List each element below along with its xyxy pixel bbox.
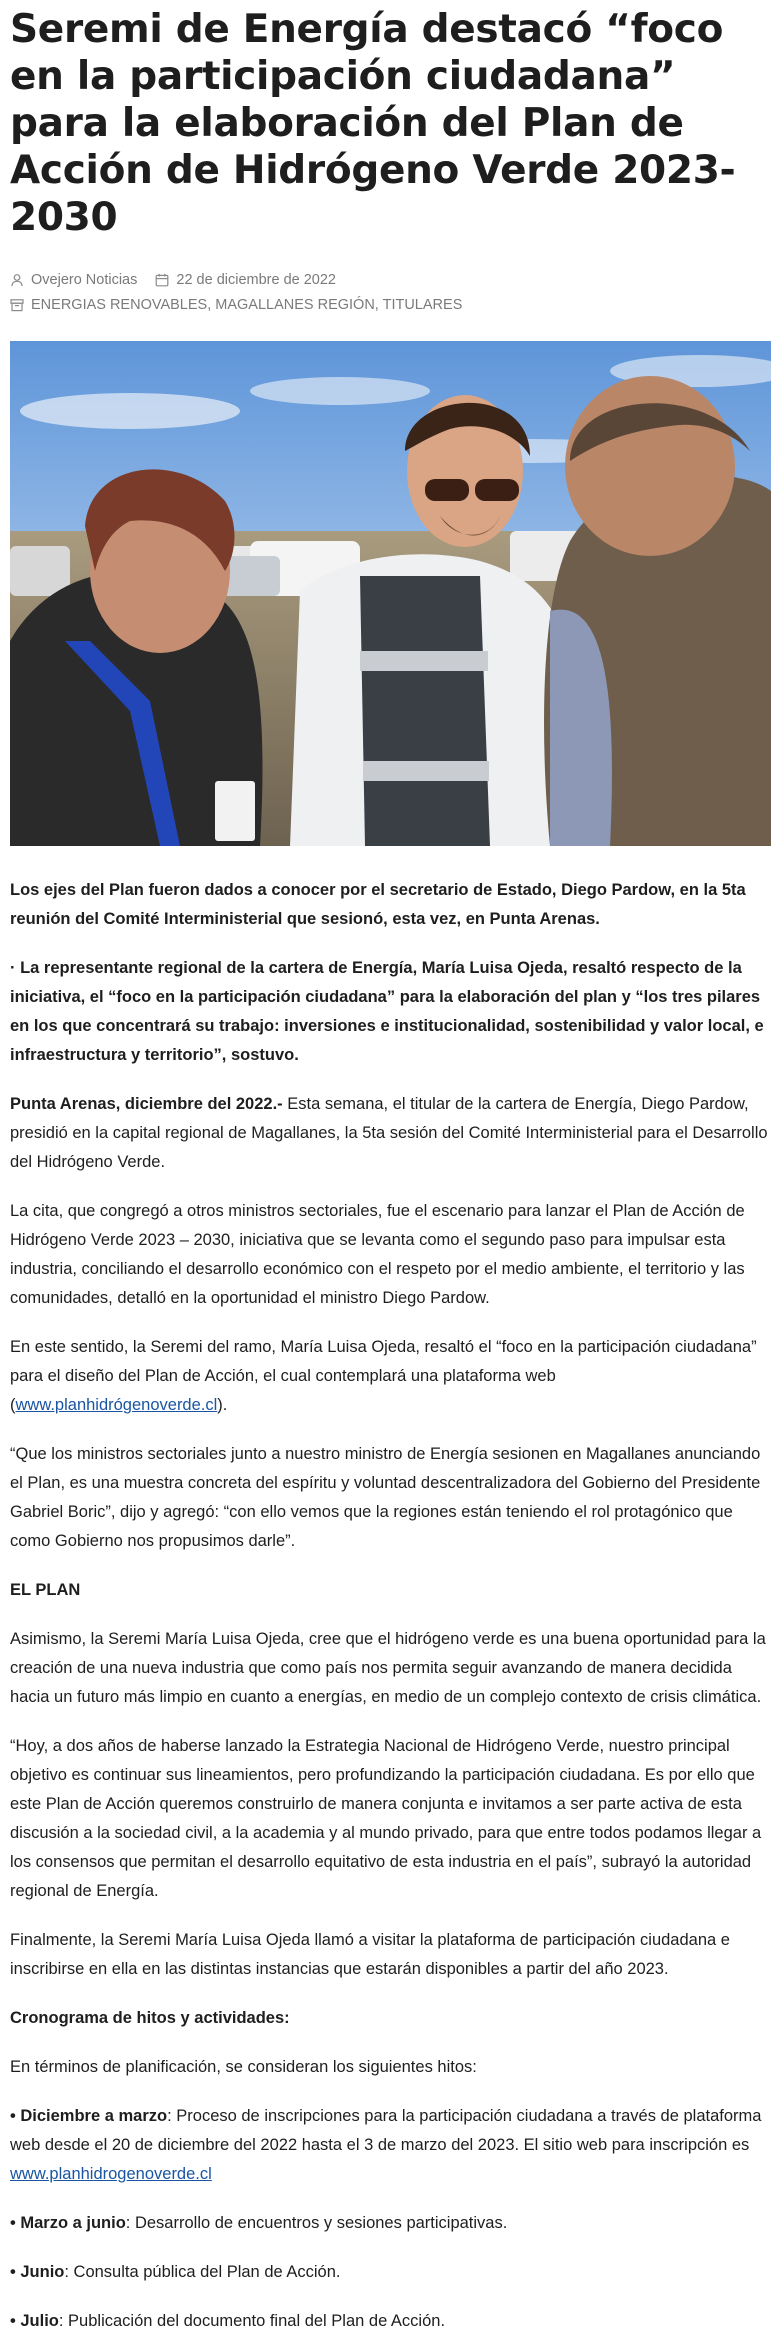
plan-website-link[interactable]: www.planhidrógenoverde.cl <box>15 1396 218 1414</box>
featured-image <box>10 341 771 846</box>
article <box>0 6 781 2336</box>
calendar-icon <box>155 273 169 287</box>
paragraph: En términos de planificación, se consideran los siguientes hitos: <box>10 2058 477 2076</box>
milestone-item: • Junio: Consulta pública del Plan de Acción. <box>10 2263 341 2281</box>
paragraph: La cita, que congregó a otros ministros sectoriales, fue el escenario para lanzar el Plan de Acción de Hidrógeno Verde 2023 – 2030, iniciativa que se levanta como el segundo paso para impulsar esta industria, conciliando el desarrollo económico con el respeto por el medio ambiente, el territorio y las comunidades, detalló en la oportunidad el ministro Diego Pardow. <box>10 1202 745 1307</box>
article-meta <box>10 267 771 317</box>
paragraph: En este sentido, la Seremi del ramo, María Luisa Ojeda, resaltó el “foco en la participación ciudadana” para el diseño del Plan de Acción, el cual contemplará una plataforma web (www.planhidrógenoverde.cl). <box>10 1338 757 1414</box>
publish-date: 22 de diciembre de 2022 <box>176 271 336 288</box>
paragraph: “Hoy, a dos años de haberse lanzado la Estrategia Nacional de Hidrógeno Verde, nuestro principal objetivo es continuar sus lineamientos, pero profundizando la participación ciudadana. Es por ello que este Plan de Acción queremos construirlo de manera conjunta e invitamos a ser parte activa de esta discusión a la sociedad civil, a la academia y al mundo privado, para que entre todos podamos llegar a los consensos que permitan el desarrollo equitativo de esta industria en el país”, subrayó la autoridad regional de Energía. <box>10 1737 762 1900</box>
lead-paragraph-2: · La representante regional de la cartera de Energía, María Luisa Ojeda, resaltó respecto de la iniciativa, el “foco en la participación ciudadana” para la elaboración del plan y “los tres pilares en los que concentrará su trabajo: inversiones e institucionalidad, sostenibilidad y valor local, e infraestructura y territorio”, sostuvo. <box>10 959 764 1064</box>
category-links[interactable]: ENERGIAS RENOVABLES, MAGALLANES REGIÓN, TITULARES <box>31 296 463 313</box>
section-heading-cronograma: Cronograma de hitos y actividades: <box>10 2009 290 2027</box>
article-title: Seremi de Energía destacó “foco en la participación ciudadana” para la elaboración del Plan de Acción de Hidrógeno Verde 2023-2030 <box>10 7 736 240</box>
paragraph: “Que los ministros sectoriales junto a nuestro ministro de Energía sesionen en Magallanes anunciando el Plan, es una muestra concreta del espíritu y voluntad descentralizadora del Gobierno del Presidente Gabriel Boric”, dijo y agregó: “con ello vemos que la regiones están teniendo el rol protagónico que como Gobierno nos propusimos darle”. <box>10 1445 761 1550</box>
dateline: Punta Arenas, diciembre del 2022.- <box>10 1095 283 1113</box>
author-link[interactable]: Ovejero Noticias <box>31 271 138 288</box>
article-body <box>10 876 771 2336</box>
milestone-item: • Julio: Publicación del documento final del Plan de Acción. <box>10 2312 446 2330</box>
paragraph: Finalmente, la Seremi María Luisa Ojeda llamó a visitar la plataforma de participación ciudadana e inscribirse en ella en las distintas instancias que estarán disponibles a partir del año 2023. <box>10 1931 730 1978</box>
paragraph: Punta Arenas, diciembre del 2022.- Esta semana, el titular de la cartera de Energía, Diego Pardow, presidió en la capital regional de Magallanes, la 5ta sesión del Comité Interministerial para el Desarrollo del Hidrógeno Verde. <box>10 1095 768 1171</box>
registration-website-link[interactable]: www.planhidrogenoverde.cl <box>10 2165 212 2183</box>
milestone-item: • Diciembre a marzo: Proceso de inscripciones para la participación ciudadana a través de plataforma web desde el 20 de diciembre del 2022 hasta el 3 de marzo del 2023. El sitio web para inscripción es www.planhidrogenoverde.cl <box>10 2107 762 2183</box>
section-heading-plan: EL PLAN <box>10 1581 81 1599</box>
lead-paragraph-1: Los ejes del Plan fueron dados a conocer por el secretario de Estado, Diego Pardow, en la 5ta reunión del Comité Interministerial que sesionó, esta vez, en Punta Arenas. <box>10 881 746 928</box>
archive-icon <box>10 298 24 312</box>
paragraph: Asimismo, la Seremi María Luisa Ojeda, cree que el hidrógeno verde es una buena oportunidad para la creación de una nueva industria que como país nos permita seguir avanzando de manera decidida hacia un futuro más limpio en cuanto a energías, en medio de un complejo contexto de crisis climática. <box>10 1630 766 1706</box>
user-icon <box>10 273 24 287</box>
milestone-item: • Marzo a junio: Desarrollo de encuentros y sesiones participativas. <box>10 2214 508 2232</box>
